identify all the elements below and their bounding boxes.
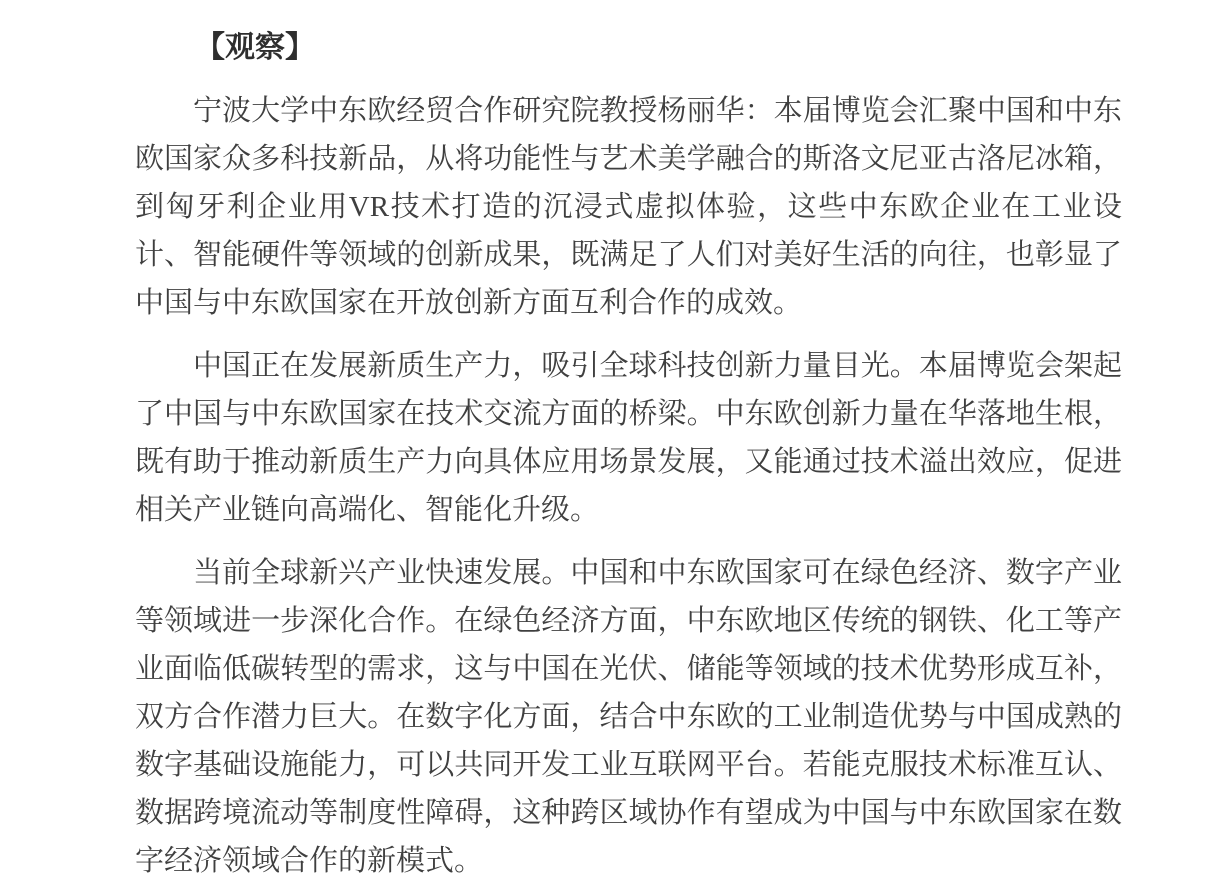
article-paragraph-3: 当前全球新兴产业快速发展。中国和中东欧国家可在绿色经济、数字产业等领域进一步深化合作。在绿色经济方面，中东欧地区传统的钢铁、化工等产业面临低碳转型的需求，这与中国在光伏、储能等领域的技术优势形成互补，双方合作潜力巨大。在数字化方面，结合中东欧的工业制造优势与中国成熟的数字基础设施能力，可以共同开发工业互联网平台。若能克服技术标准互认、数据跨境流动等制度性障碍，这种跨区域协作有望成为中国与中东欧国家在数字经济领域合作的新模式。 [135,557,1122,877]
article-body [135,24,1122,885]
article-paragraph-1: 宁波大学中东欧经贸合作研究院教授杨丽华：本届博览会汇聚中国和中东欧国家众多科技新品，从将功能性与艺术美学融合的斯洛文尼亚古洛尼冰箱，到匈牙利企业用VR技术打造的沉浸式虚拟体验，这些中东欧企业在工业设计、智能硬件等领域的创新成果，既满足了人们对美好生活的向往，也彰显了中国与中东欧国家在开放创新方面互利合作的成效。 [135,95,1122,319]
article-paragraph-2: 中国正在发展新质生产力，吸引全球科技创新力量目光。本届博览会架起了中国与中东欧国家在技术交流方面的桥梁。中东欧创新力量在华落地生根，既有助于推动新质生产力向具体应用场景发展，又能通过技术溢出效应，促进相关产业链向高端化、智能化升级。 [135,350,1122,526]
section-header: 【观察】 [195,31,315,64]
